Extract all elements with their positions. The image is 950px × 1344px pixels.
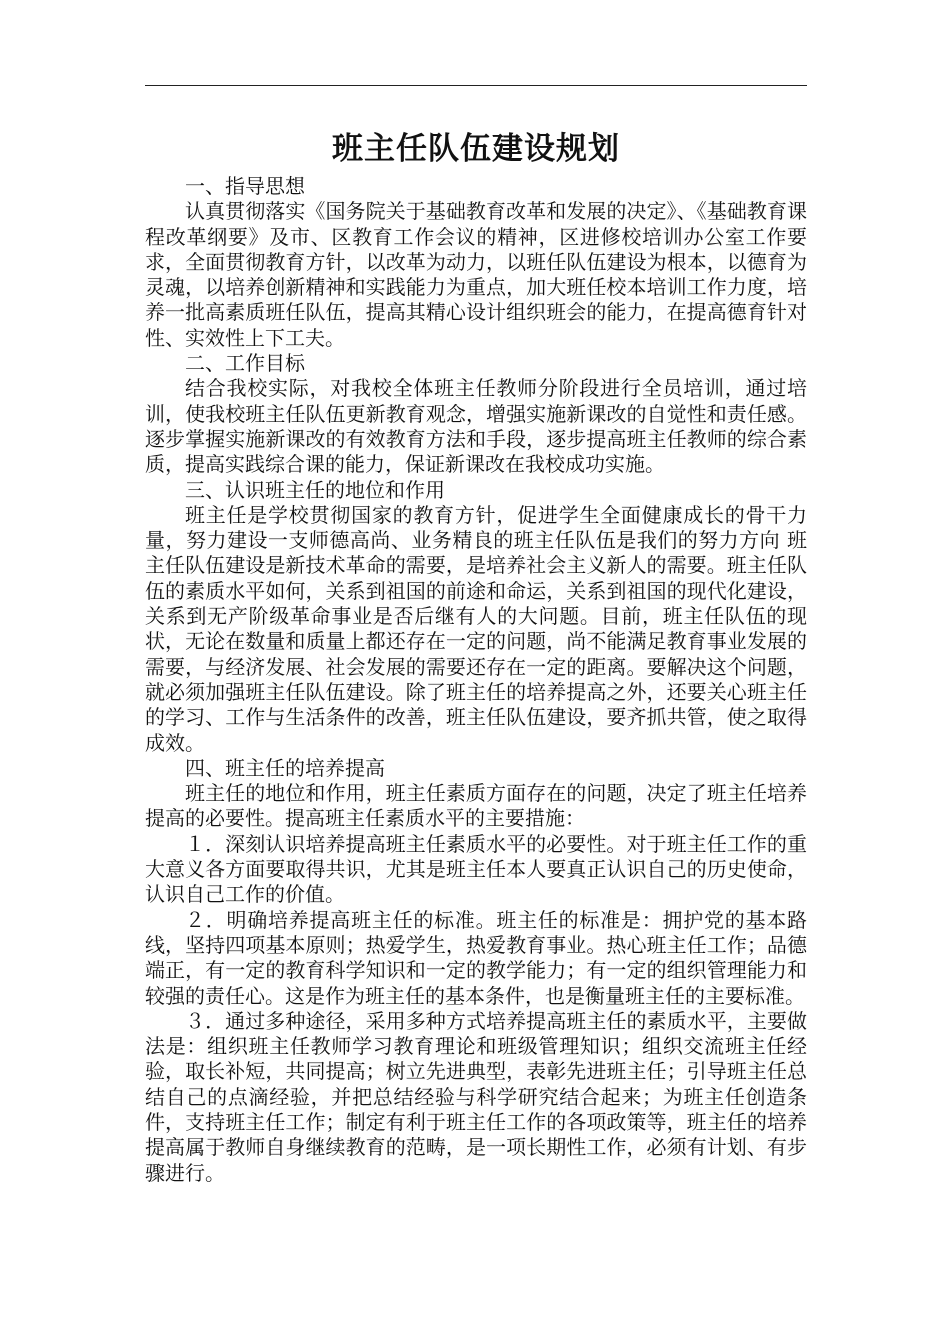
section-heading-role: 三、认识班主任的地位和作用 (185, 477, 445, 502)
paragraph-measure-3: ３．通过多种途径，采用多种方式培养提高班主任的素质水平，主要做法是：组织班主任教师学习教育理论和班级管理知识；组织交流班主任经验，取长补短，共同提高；树立先进典型，表彰先进班主任；引导班主任总结自己的点滴经验，并把总结经验与科学研究结合起来；为班主任创造条件，支持班主任工作；制定有利于班主任工作的各项政策等，班主任的培养提高属于教师自身继续教育的范畴，是一项长期性工作，必须有计划、有步骤进行。 (145, 1008, 807, 1185)
paragraph-training-intro: 班主任的地位和作用，班主任素质方面存在的问题，决定了班主任培养提高的必要性。提高班主任素质水平的主要措施： (145, 781, 807, 831)
paragraph-measure-2: ２．明确培养提高班主任的标准。班主任的标准是：拥护党的基本路线，坚持四项基本原则；热爱学生，热爱教育事业。热心班主任工作；品德端正，有一定的教育科学知识和一定的教学能力；有一定的组织管理能力和较强的责任心。这是作为班主任的基本条件，也是衡量班主任的主要标准。 (145, 907, 807, 1008)
paragraph-guiding-ideology: 认真贯彻落实《国务院关于基础教育改革和发展的决定》、《基础教育课程改革纲要》及市、区教育工作会议的精神，区进修校培训办公室工作要求，全面贯彻教育方针，以改革为动力，以班任队伍建设为根本，以德育为灵魂，以培养创新精神和实践能力为重点，加大班任校本培训工作力度，培养一批高素质班任队伍，提高其精心设计组织班会的能力，在提高德育针对性、实效性上下工夫。 (145, 199, 807, 350)
section-heading-training: 四、班主任的培养提高 (185, 755, 385, 780)
paragraph-role: 班主任是学校贯彻国家的教育方针，促进学生全面健康成长的骨干力量，努力建设一支师德高尚、业务精良的班主任队伍是我们的努力方向 班主任队伍建设是新技术革命的需要，是培养社会主义新人的需要。班主任队伍的素质水平如何，关系到祖国的前途和命运，关系到祖国的现代化建设，关系到无产阶级革命事业是否后继有人的大问题。目前，班主任队伍的现状，无论在数量和质量上都还存在一定的问题，尚不能满足教育事业发展的需要，与经济发展、社会发展的需要还存在一定的距离。要解决这个问题，就必须加强班主任队伍建设。除了班主任的培养提高之外，还要关心班主任的学习、工作与生活条件的改善，班主任队伍建设，要齐抓共管，使之取得成效。 (145, 502, 807, 755)
header-rule (145, 85, 807, 86)
document-body (145, 174, 807, 1186)
paragraph-measure-1: １．深刻认识培养提高班主任素质水平的必要性。对于班主任工作的重大意义各方面要取得共识，尤其是班主任本人要真正认识自己的历史使命，认识自己工作的价值。 (145, 831, 807, 907)
document-title: 班主任队伍建设规划 (332, 131, 620, 167)
paragraph-work-goals: 结合我校实际，对我校全体班主任教师分阶段进行全员培训，通过培训，使我校班主任队伍更新教育观念，增强实施新课改的自觉性和责任感。逐步掌握实施新课改的有效教育方法和手段，逐步提高班主任教师的综合素质，提高实践综合课的能力，保证新课改在我校成功实施。 (145, 376, 807, 477)
section-heading-work-goals: 二、工作目标 (185, 351, 305, 376)
section-heading-guiding-ideology: 一、指导思想 (185, 174, 305, 198)
